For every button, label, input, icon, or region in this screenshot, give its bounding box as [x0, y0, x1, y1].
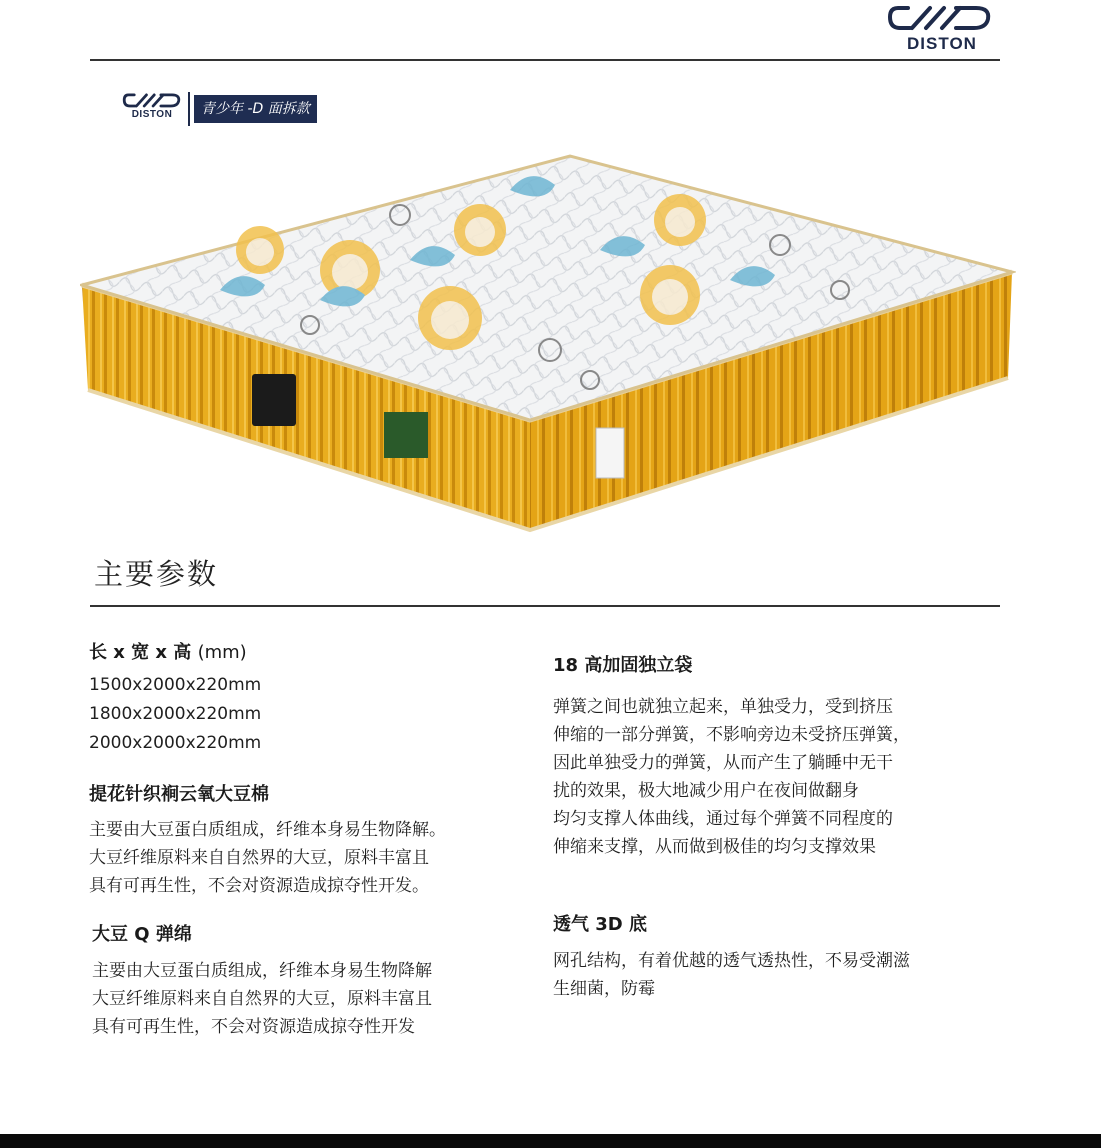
base-description: [553, 947, 910, 1003]
care-label: [384, 412, 428, 458]
badge-logo: [122, 92, 182, 126]
size-item: 2000x2000x220mm: [89, 733, 262, 753]
text-line: 因此单独受力的弹簧，从而产生了躺睡中无干: [553, 753, 893, 773]
brand-logo: [886, 4, 994, 52]
springs-description: [553, 693, 910, 861]
knit-description: [89, 816, 446, 900]
section-title: 主要参数: [94, 557, 219, 591]
text-line: 网孔结构，有着优越的透气透热性，不易受潮滋: [553, 951, 910, 971]
section-divider: [90, 605, 1000, 607]
text-line: 均匀支撑人体曲线，通过每个弹簧不同程度的: [553, 809, 893, 829]
tag-label: [596, 428, 624, 478]
size-heading-unit: (mm): [197, 642, 247, 663]
text-line: 伸缩的一部分弹簧，不影响旁边未受挤压弹簧，: [553, 725, 910, 745]
foam-heading: 大豆 Q 弹绵: [92, 924, 192, 945]
size-item: 1500x2000x220mm: [89, 675, 262, 695]
footer-bar: [0, 1134, 1101, 1148]
brand-label-patch: [252, 374, 296, 426]
foam-description: [92, 957, 432, 1041]
text-line: 主要由大豆蛋白质组成，纤维本身易生物降解: [92, 961, 432, 981]
text-line: 伸缩来支撑，从而做到极佳的均匀支撑效果: [553, 837, 876, 857]
badge-wordmark: DISTON: [131, 109, 173, 120]
size-item: 1800x2000x220mm: [89, 704, 262, 724]
product-tag: 青少年 -D 面拆款: [194, 95, 317, 123]
badge-separator: [188, 92, 190, 126]
brand-logo-mark: [886, 4, 994, 34]
text-line: 主要由大豆蛋白质组成，纤维本身易生物降解。: [89, 820, 446, 840]
size-heading: [89, 638, 247, 664]
header-divider: [90, 59, 1000, 61]
text-line: 生细菌，防霉: [553, 979, 655, 999]
badge-logo-mark: [122, 92, 182, 110]
text-line: 具有可再生性，不会对资源造成掠夺性开发: [92, 1017, 415, 1037]
springs-heading: 18 高加固独立袋: [553, 655, 693, 676]
text-line: 弹簧之间也就独立起来，单独受力，受到挤压: [553, 697, 893, 717]
text-line: 具有可再生性，不会对资源造成掠夺性开发。: [89, 876, 429, 896]
brand-wordmark: DISTON: [907, 34, 977, 53]
mattress-image: [80, 150, 1016, 535]
base-heading: 透气 3D 底: [553, 914, 647, 935]
size-list: [89, 671, 261, 758]
knit-heading: 提花针织裥云氧大豆棉: [89, 784, 269, 805]
text-line: 大豆纤维原料来自自然界的大豆，原料丰富且: [89, 848, 429, 868]
text-line: 扰的效果，极大地减少用户在夜间做翻身: [553, 781, 859, 801]
size-heading-label: 长 x 宽 x 高: [89, 642, 192, 663]
text-line: 大豆纤维原料来自自然界的大豆，原料丰富且: [92, 989, 432, 1009]
